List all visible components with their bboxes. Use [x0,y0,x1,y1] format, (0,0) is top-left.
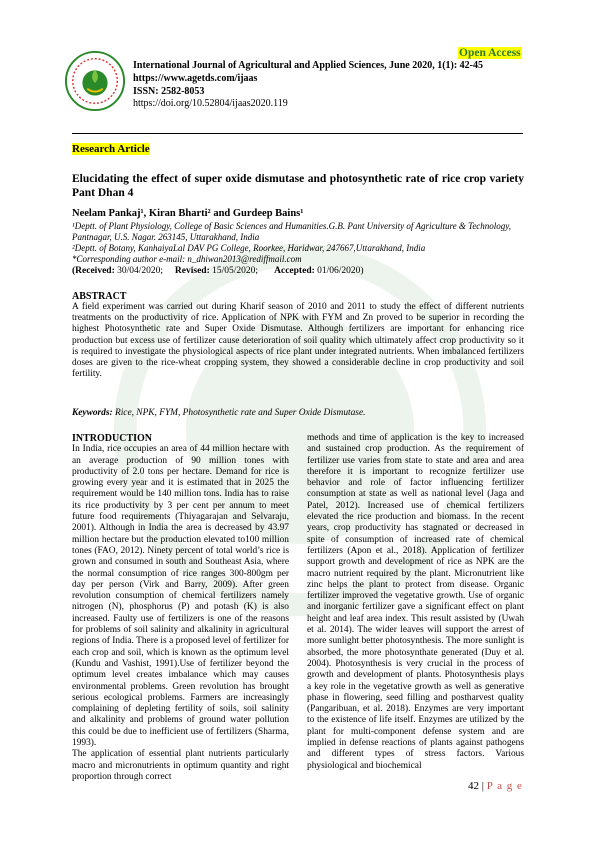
journal-issn: ISSN: 2582-8053 [133,85,205,97]
journal-logo-icon [64,50,126,112]
journal-info [133,60,553,111]
journal-doi[interactable]: https://doi.org/10.52804/ijaas2020.119 [133,98,288,110]
revised-date: 15/05/2020; [212,266,259,276]
journal-url[interactable]: https://www.agetds.com/ijaas [133,72,258,84]
abstract-heading: ABSTRACT [72,291,127,302]
affiliation-1: ¹Deptt. of Plant Physiology, College of Basic Sciences and Humanities.G.B. Pant University of Agriculture & Technology, Pantnagar, U.S. Nagar. 263145, Uttarakhand, India [72,221,512,242]
received-date: 30/04/2020; [117,266,164,276]
keywords-list: Rice, NPK, FYM, Photosynthetic rate and Super Oxide Dismutase. [112,408,366,418]
open-access-badge: Open Access [459,47,521,59]
affiliations [72,221,524,265]
journal-citation: International Journal of Agricultural and Applied Sciences, June 2020, 1(1): 42-45 [133,60,484,71]
article-dates [72,266,364,276]
keywords-label: Keywords: [72,408,113,418]
received-label: (Received: [72,266,115,276]
page-label: P a g e [486,780,523,792]
article-type: Research Article [72,143,150,155]
intro-paragraph-2: The application of essential plant nutrients particularly macro and micronutrients in optimum quantity and right proportion through correct [72,749,289,782]
page-number: 42 [468,780,479,792]
intro-paragraph-right: methods and time of application is the key to increased and sustained crop production. As the requirement of fertilizer use varies from state to state and area and area therefore it is important to recognize fertilizer use behavior and role of factor influencing fertilizer consumption at state as well as national level (Jaga and Patel, 2012). Increased use of chemical fertilizers elevated the rice production and biomass. In the recent years, crop productivity has stagnated or decreased in spite of consumption of increased rate of chemical fertilizers (Apon et al., 2018). Application of fertilizer support growth and development of rice as NPK are the macro nutrient required by the plant. Micronutrient like zinc helps the plant to protect from disease. Organic fertilizer improved the vegetative growth. Use of organic and inorganic fertilizer gave a significant effect on plant height and leaf area index. This result assisted by (Uwah et al. 2014). The wider leaves will support the arrest of more sunlight better photosynthesis. The more sunlight is absorbed, the more photosynthate generated (Duy et al. 2004). Photosynthesis is very crucial in the process of growth and development of plants. Photosynthesis plays a key role in the vegetative growth as well as generative phase in flowering, seed filling and postharvest quality (Pangaribuan, et al. 2018). Enzymes are very important to the existence of life itself. Enzymes are utilized by the plant for multi-component defense system and are implied in defense reactions of plants against pathogens and different types of stress factors. Various physiological and biochemical [307,433,524,771]
page-footer [468,780,523,792]
intro-paragraph-1: In India, rice occupies an area of 44 million hectare with an average production of 90 million tones with productivity of 2.0 tons per hectare. Demand for rice is growing every year and it is estimated that in 2025 the requirement would be 140 million tons. India has to raise its rice productivity by 3 per cent per annum to meet future food requirements (Thiyagarajan and Selvaraju, 2001). Although in India the area is decreased by 43.97 million hectare but the production elevated to100 million tones (FAO, 2012). Ninety percent of total world’s rice is grown and consumed in south and Southeast Asia, where the normal consumption of rice ranges 300-800gm per day per person (Virk and Barry, 2009). After green revolution consumption of chemical fertilizers namely nitrogen (N), phosphorus (P) and potash (K) is also increased. Faulty use of fertilizers is one of the reasons for problems of soil salinity and alkalinity in agricultural regions of India. There is a proposed level of fertilizer for each crop and soil, which is known as the optimum level (Kundu and Vashist, 1991).Use of fertilizer beyond the optimum level creates imbalance which may causes environmental problems. Green revolution has brought serious ecological problems. Farmers are increasingly complaining of depleting fertility of soils, soil salinity and alkalinity and problems of ground water pollution this could be due to inefficient use of fertilizers (Sharma, 1993). [72,444,289,749]
right-column [307,433,524,772]
affiliation-2: ²Deptt. of Botany, KanhaiyaLal DAV PG College, Roorkee, Haridwar, 247667,Uttarakhand, India [72,243,426,253]
corresponding-author: *Corresponding author e-mail: n_dhiwan2013@rediffmail.com [72,254,302,264]
accepted-date: 01/06/2020) [317,266,364,276]
accepted-label: Accepted: [274,266,315,276]
header-divider [72,133,523,134]
introduction-heading: INTRODUCTION [72,433,153,444]
revised-label: Revised: [174,266,210,276]
abstract-body: A field experiment was carried out during Kharif season of 2010 and 2011 to study the effect of different nutrients treatments on the productivity of rice. Application of NPK with FYM and Zn proved to be superior in recording the highest Photosynthetic rate and Super Oxide Dismutase. Although fertilizers are important for enhancing rice production but excess use of fertilizer cause deterioration of soil quality which ultimately affect crop productivity so it is required to investigate the physiological aspects of rice plant under integrated nutrients. When imbalanced fertilizers doses are given to the rice-wheat cropping system, they showed a considerable decline in crop productivity and soil fertility. [72,302,524,380]
left-column [72,433,289,783]
footer-separator: | [481,780,484,792]
article-title: Elucidating the effect of super oxide dismutase and photosynthetic rate of rice crop variety Pant Dhan 4 [72,173,524,199]
keywords [72,408,524,418]
author-list: Neelam Pankaj¹, Kiran Bharti² and Gurdeep Bains¹ [72,208,304,219]
